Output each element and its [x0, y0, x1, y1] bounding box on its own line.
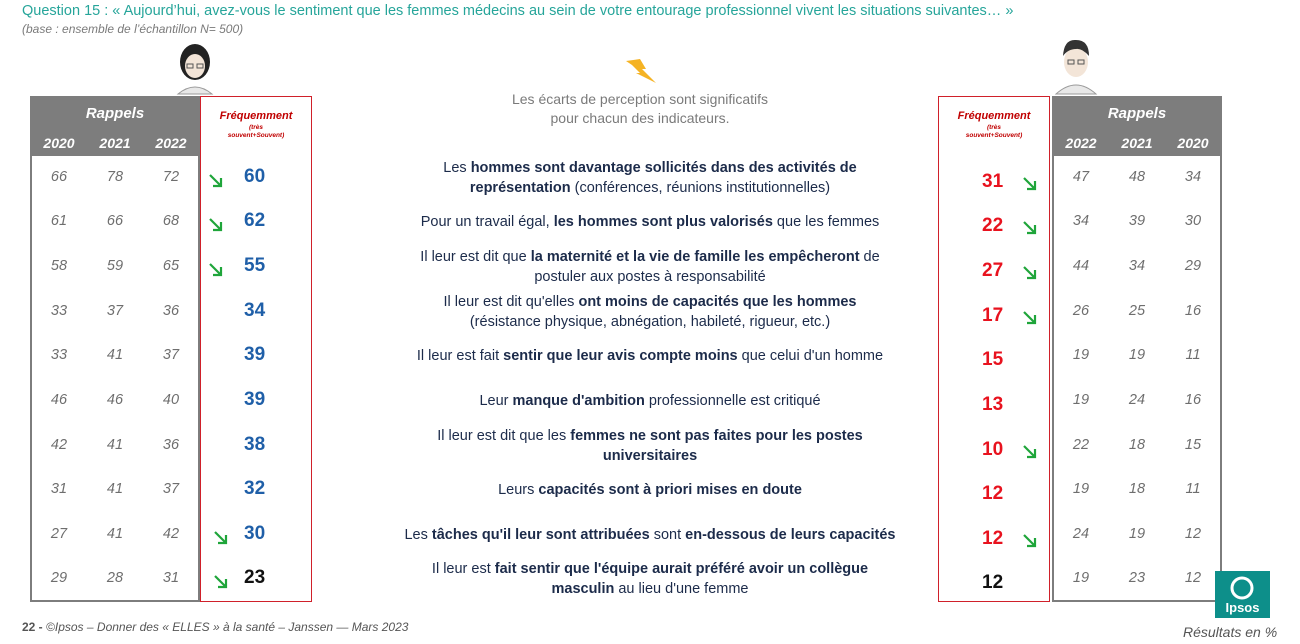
statement-segment: postuler aux postes à responsabilité [534, 269, 766, 285]
men-recall-value: 11 [1185, 347, 1201, 363]
statement-text [330, 158, 970, 198]
women-recall-value: 78 [106, 169, 124, 185]
women-recall-value: 41 [106, 347, 124, 363]
statement-segment: Il leur est dit que [420, 249, 531, 265]
men-recall-value: 19 [1072, 392, 1090, 408]
statement-segment: Il leur est [431, 561, 495, 577]
statement-segment: Les [443, 160, 471, 176]
men-recall-value: 18 [1128, 481, 1146, 497]
men-recall-title: Rappels [1107, 105, 1167, 122]
statement-segment: (résistance physique, abnégation, habileté, rigueur, etc.) [469, 314, 831, 330]
women-recall-value: 36 [162, 303, 180, 319]
perception-note [470, 90, 810, 128]
statement-emphasis: capacités sont à priori mises en doute [538, 482, 802, 498]
women-recall-value: 33 [50, 303, 68, 319]
women-frequently-value: 62 [244, 210, 266, 231]
women-recall-value: 27 [50, 526, 68, 542]
down-trend-icon [213, 574, 229, 590]
men-recall-value: 34 [1184, 169, 1202, 185]
women-recall-title: Rappels [85, 105, 145, 122]
men-recall-value: 16 [1184, 303, 1202, 319]
men-recall-value: 34 [1128, 258, 1146, 274]
down-trend-icon [1022, 176, 1038, 192]
down-trend-icon [1022, 220, 1038, 236]
statement-emphasis: représentation [469, 180, 571, 196]
men-recall-value: 19 [1072, 347, 1090, 363]
women-recall-value: 41 [106, 526, 124, 542]
ipsos-logo-mark-icon [1215, 573, 1270, 603]
statement-text [330, 426, 970, 466]
statement-segment: Il leur est dit qu'elles [443, 294, 579, 310]
women-recall-value: 41 [106, 481, 124, 497]
men-recall-value: 19 [1128, 347, 1146, 363]
statement-text [330, 480, 970, 500]
women-frequently-value: 60 [244, 166, 266, 187]
perception-line-2: pour chacun des indicateurs. [550, 110, 730, 126]
statement-text [330, 525, 970, 545]
men-recall-value: 12 [1184, 570, 1202, 586]
statement-emphasis: manque d'ambition [512, 393, 645, 409]
statement-emphasis: tâches qu'il leur sont attribuées [431, 527, 650, 543]
men-recall-value: 15 [1184, 437, 1202, 453]
statement-segment: (conférences, réunions institutionnelles) [570, 180, 831, 196]
women-frequently-value: 32 [244, 478, 266, 499]
women-freq-subtitle: (très souvent+Souvent) [227, 124, 285, 139]
sample-base: (base : ensemble de l’échantillon N= 500) [22, 22, 244, 36]
statement-segment: sont [649, 527, 686, 543]
men-frequently-value: 27 [982, 260, 1004, 281]
men-recall-value: 29 [1184, 258, 1202, 274]
statement-segment: Leurs [498, 482, 539, 498]
women-recall-value: 42 [50, 437, 68, 453]
statement-segment: Il leur est dit que les [437, 428, 571, 444]
men-recall-value: 19 [1072, 570, 1090, 586]
women-year-2020: 2020 [43, 135, 75, 151]
men-recall-value: 26 [1072, 303, 1090, 319]
women-recall-value: 37 [162, 481, 180, 497]
women-recall-value: 31 [162, 570, 180, 586]
women-recall-value: 31 [50, 481, 68, 497]
statement-segment: Les [404, 527, 432, 543]
page-number: 22 - [22, 620, 43, 634]
women-year-2021: 2021 [99, 135, 131, 151]
men-frequently-value: 10 [982, 439, 1004, 460]
statement-emphasis: hommes sont davantage sollicités dans des activités de [470, 160, 857, 176]
women-recall-value: 41 [106, 437, 124, 453]
statement-segment: que celui d'un homme [737, 348, 884, 364]
statement-segment: professionnelle est critiqué [644, 393, 821, 409]
women-recall-value: 58 [50, 258, 68, 274]
men-year-2020: 2020 [1177, 135, 1209, 151]
men-recall-value: 18 [1128, 437, 1146, 453]
women-recall-value: 46 [106, 392, 124, 408]
women-recall-value: 28 [106, 570, 124, 586]
footer [22, 620, 408, 634]
men-frequently-value: 12 [982, 528, 1004, 549]
statement-text [330, 346, 970, 366]
men-frequently-value: 15 [982, 349, 1004, 370]
statement-segment: de [859, 249, 880, 265]
men-year-2021: 2021 [1121, 135, 1153, 151]
women-frequently-value: 23 [244, 567, 266, 588]
men-recall-value: 34 [1072, 213, 1090, 229]
men-freq-title: Fréquemment [957, 110, 1031, 122]
results-unit: Résultats en % [1183, 624, 1278, 640]
men-recall-value: 16 [1184, 392, 1202, 408]
statement-segment: au lieu d'une femme [614, 581, 749, 597]
women-freq-title: Fréquemment [219, 110, 293, 122]
woman-doctor-icon [170, 40, 220, 96]
men-recall-value: 48 [1128, 169, 1146, 185]
statement-emphasis: en-dessous de leurs capacités [685, 527, 896, 543]
statement-text [330, 559, 970, 599]
statement-emphasis: fait sentir que l'équipe aurait préféré avoir un collègue [494, 561, 869, 577]
down-trend-icon [1022, 533, 1038, 549]
statement-segment: Il leur est fait [416, 348, 504, 364]
women-recall-value: 33 [50, 347, 68, 363]
men-frequently-value: 12 [982, 483, 1004, 504]
women-recall-value: 72 [162, 169, 180, 185]
statement-segment: Pour un travail égal, [420, 214, 554, 230]
man-doctor-icon [1052, 34, 1100, 96]
women-recall-value: 59 [106, 258, 124, 274]
statement-emphasis: sentir que leur avis compte moins [503, 348, 738, 364]
men-recall-value: 24 [1128, 392, 1146, 408]
statement-emphasis: femmes ne sont pas faites pour les postes [570, 428, 863, 444]
down-trend-icon [213, 530, 229, 546]
men-frequently-value: 12 [982, 572, 1004, 593]
men-freq-subtitle: (très souvent+Souvent) [965, 124, 1023, 139]
statement-text [330, 292, 970, 332]
statement-segment: Leur [479, 393, 513, 409]
women-year-2022: 2022 [155, 135, 187, 151]
men-recall-value: 24 [1072, 526, 1090, 542]
statement-emphasis: ont moins de capacités que les hommes [578, 294, 857, 310]
men-frequently-value: 22 [982, 215, 1004, 236]
women-recall-value: 29 [50, 570, 68, 586]
men-recall-value: 23 [1128, 570, 1146, 586]
men-frequently-value: 17 [982, 305, 1004, 326]
men-frequently-value: 13 [982, 394, 1004, 415]
down-trend-icon [1022, 310, 1038, 326]
women-frequently-value: 34 [244, 300, 266, 321]
statement-text [330, 247, 970, 287]
ipsos-logo-text: Ipsos [1225, 600, 1260, 615]
men-recall-value: 22 [1072, 437, 1090, 453]
women-frequently-value: 39 [244, 389, 266, 410]
down-trend-icon [1022, 265, 1038, 281]
footer-credit: ©Ipsos – Donner des « ELLES » à la santé – Janssen — Mars 2023 [46, 620, 409, 634]
statement-text [330, 212, 970, 232]
statement-emphasis: masculin [551, 581, 615, 597]
women-recall-value: 46 [50, 392, 68, 408]
lightning-icon [622, 57, 660, 85]
women-frequently-value: 30 [244, 523, 266, 544]
statement-segment: que les femmes [772, 214, 880, 230]
men-frequently-value: 31 [982, 171, 1004, 192]
men-recall-value: 39 [1128, 213, 1146, 229]
statement-emphasis: les hommes sont plus valorisés [553, 214, 773, 230]
men-recall-value: 30 [1184, 213, 1202, 229]
women-frequently-value: 39 [244, 344, 266, 365]
women-recall-value: 65 [162, 258, 180, 274]
men-recall-value: 19 [1128, 526, 1146, 542]
women-frequently-value: 55 [244, 255, 266, 276]
women-recall-value: 68 [162, 213, 180, 229]
men-recall-value: 25 [1128, 303, 1146, 319]
perception-line-1: Les écarts de perception sont significatifs [511, 91, 769, 107]
statement-emphasis: universitaires [602, 448, 698, 464]
men-recall-value: 12 [1184, 526, 1202, 542]
women-recall-value: 42 [162, 526, 180, 542]
down-trend-icon [208, 173, 224, 189]
women-recall-value: 36 [162, 437, 180, 453]
question-title: Question 15 : « Aujourd’hui, avez-vous le sentiment que les femmes médecins au sein de votre entourage professionnel vivent les situations suivantes… » [22, 3, 1014, 19]
women-recall-value: 61 [50, 213, 68, 229]
women-recall-value: 66 [50, 169, 68, 185]
statement-text [330, 391, 970, 411]
men-recall-value: 47 [1072, 169, 1090, 185]
men-recall-value: 19 [1072, 481, 1090, 497]
women-recall-value: 40 [162, 392, 180, 408]
women-recall-value: 37 [106, 303, 124, 319]
men-year-2022: 2022 [1065, 135, 1097, 151]
down-trend-icon [1022, 444, 1038, 460]
men-recall-value: 44 [1072, 258, 1090, 274]
statement-emphasis: la maternité et la vie de famille les empêcheront [530, 249, 860, 265]
women-recall-value: 37 [162, 347, 180, 363]
down-trend-icon [208, 262, 224, 278]
women-recall-value: 66 [106, 213, 124, 229]
down-trend-icon [208, 217, 224, 233]
ipsos-logo [1215, 571, 1270, 618]
women-frequently-value: 38 [244, 434, 266, 455]
men-recall-value: 11 [1185, 481, 1201, 497]
